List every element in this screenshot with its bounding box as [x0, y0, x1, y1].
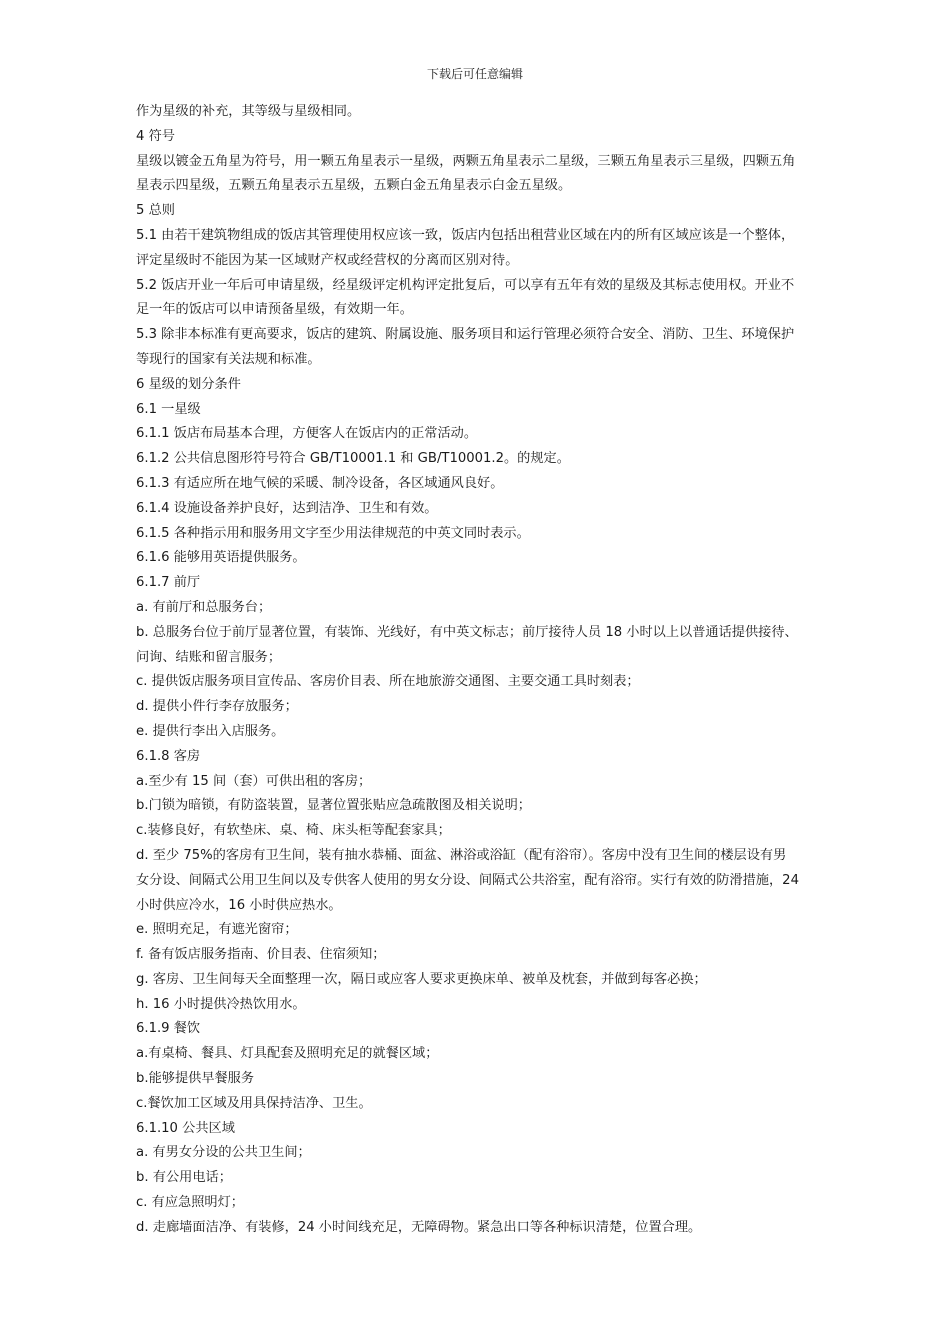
text-line: 5.1 由若干建筑物组成的饭店其管理使用权应该一致，饭店内包括出租营业区域在内的所有区域应该是一个整体，: [136, 227, 795, 243]
clause-line: 6.1.2 公共信息图形符号符合 GB/T10001.1 和 GB/T10001.2。的规定。: [136, 451, 570, 467]
list-item: b. 总服务台位于前厅显著位置，有装饰、光线好，有中英文标志；前厅接待人员 18 小时以上以普通话提供接待、: [136, 624, 798, 640]
list-item: a. 有前厅和总服务台；: [136, 599, 272, 615]
list-item: c. 提供饭店服务项目宣传品、客房价目表、所在地旅游交通图、主要交通工具时刻表；: [136, 674, 640, 690]
list-item: a. 有男女分设的公共卫生间；: [136, 1145, 311, 1161]
text-line: 等现行的国家有关法规和标准。: [136, 351, 321, 367]
list-item: a.至少有 15 间（套）可供出租的客房；: [136, 773, 372, 789]
text-line: 星级以镀金五角星为符号，用一颗五角星表示一星级，两颗五角星表示二星级，三颗五角星表示三星级，四颗五角: [136, 153, 796, 169]
text-line: 5.2 饭店开业一年后可申请星级，经星级评定机构评定批复后，可以享有五年有效的星级及其标志使用权。开业不: [136, 277, 795, 293]
section-heading: 6 星级的划分条件: [136, 376, 241, 392]
list-item: e. 照明充足，有遮光窗帘；: [136, 922, 298, 938]
list-item: g. 客房、卫生间每天全面整理一次，隔日或应客人要求更换床单、被单及枕套，并做到每客必换；: [136, 971, 707, 987]
text-line: 评定星级时不能因为某一区域财产权或经营权的分离而区别对待。: [136, 252, 519, 268]
list-item-continuation: 问询、结账和留言服务；: [136, 649, 282, 665]
text-line: 足一年的饭店可以申请预备星级，有效期一年。: [136, 302, 413, 318]
list-item: f. 备有饭店服务指南、价目表、住宿须知；: [136, 947, 386, 963]
list-item-continuation: 小时供应冷水，16 小时供应热水。: [136, 897, 342, 913]
clause-line: 6.1.1 饭店布局基本合理，方便客人在饭店内的正常活动。: [136, 426, 478, 442]
list-item: d. 走廊墙面洁净、有装修，24 小时间线充足，无障碍物。紧急出口等各种标识清楚，位置合理。: [136, 1219, 702, 1235]
list-item: c.餐饮加工区域及用具保持洁净、卫生。: [136, 1095, 372, 1111]
subsection-heading: 6.1.7 前厅: [136, 575, 201, 591]
clause-line: 6.1.5 各种指示用和服务用文字至少用法律规范的中英文同时表示。: [136, 525, 530, 541]
list-item: c. 有应急照明灯；: [136, 1195, 244, 1211]
list-item: c.装修良好，有软垫床、桌、椅、床头柜等配套家具；: [136, 823, 451, 839]
document-body: [136, 100, 864, 1241]
list-item: b. 有公用电话；: [136, 1170, 232, 1186]
clause-line: 6.1.6 能够用英语提供服务。: [136, 550, 306, 566]
list-item-continuation: 女分设、间隔式公用卫生间以及专供客人使用的男女分设、间隔式公共浴室，配有浴帘。实行有效的防滑措施，24: [136, 872, 799, 888]
list-item: b.门锁为暗锁，有防盗装置，显著位置张贴应急疏散图及相关说明；: [136, 798, 531, 814]
clause-line: 6.1.3 有适应所在地气候的采暖、制冷设备，各区域通风良好。: [136, 475, 504, 491]
subsection-heading: 6.1.9 餐饮: [136, 1021, 201, 1037]
list-item: h. 16 小时提供冷热饮用水。: [136, 996, 306, 1012]
subsection-heading: 6.1.8 客房: [136, 748, 201, 764]
section-heading: 4 符号: [136, 128, 175, 144]
text-line: 作为星级的补充，其等级与星级相同。: [136, 104, 361, 119]
text-line: 星表示四星级，五颗五角星表示五星级，五颗白金五角星表示白金五星级。: [136, 178, 572, 194]
list-item: d. 至少 75%的客房有卫生间，装有抽水恭桶、面盆、淋浴或浴缸（配有浴帘）。客房中没有卫生间的楼层设有男: [136, 847, 787, 863]
text-line: 5.3 除非本标准有更高要求，饭店的建筑、附属设施、服务项目和运行管理必须符合安全、消防、卫生、环境保护: [136, 327, 795, 343]
subsection-heading: 6.1.10 公共区域: [136, 1120, 235, 1136]
clause-line: 6.1.4 设施设备养护良好，达到洁净、卫生和有效。: [136, 500, 438, 516]
section-heading: 5 总则: [136, 203, 175, 219]
list-item: e. 提供行李出入店服务。: [136, 723, 285, 739]
subsection-heading: 6.1 一星级: [136, 401, 201, 417]
list-item: a.有桌椅、餐具、灯具配套及照明充足的就餐区域；: [136, 1046, 439, 1062]
list-item: d. 提供小件行李存放服务；: [136, 699, 298, 715]
list-item: b.能够提供早餐服务: [136, 1071, 255, 1087]
page-header-note: 下载后可任意编辑: [426, 67, 523, 81]
